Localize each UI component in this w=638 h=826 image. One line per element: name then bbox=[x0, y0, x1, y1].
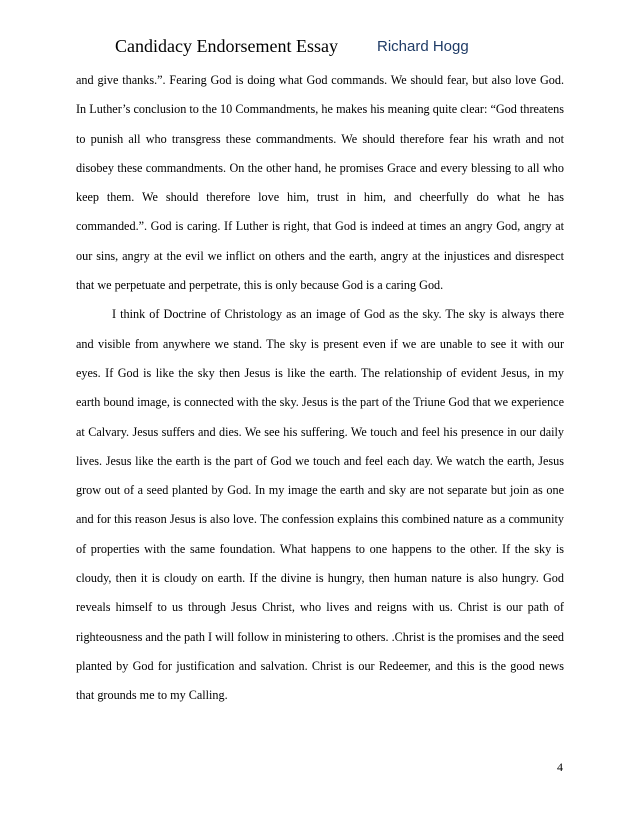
author-name: Richard Hogg bbox=[377, 38, 469, 55]
essay-body bbox=[76, 66, 564, 711]
page-number: 4 bbox=[557, 760, 563, 774]
paragraph-luther-commandments: and give thanks.”. Fearing God is doing what God commands. We should fear, but also love God. In Luther’s conclusion to the 10 Commandments, he makes his meaning quite clear: “God threatens to punish all who transgress these commandments. We should therefore fear his wrath and not disobey these commandments. On the other hand, he promises Grace and every blessing to all who keep them. We should therefore love him, trust in him, and cheerfully do what he has commanded.”. God is caring. If Luther is right, that God is indeed at times an angry God, angry at our sins, angry at the evil we inflict on others and the earth, angry at the injustices and disrespect that we perpetuate and perpetrate, this is only because God is a caring God. bbox=[76, 73, 564, 293]
paragraph-christology: I think of Doctrine of Christology as an image of God as the sky. The sky is always there and visible from anywhere we stand. The sky is present even if we are unable to see it with our eyes. If God is like the sky then Jesus is like the earth. The relationship of evident Jesus, in my earth bound image, is connected with the sky. Jesus is the part of the Triune God that we experience at Calvary. Jesus suffers and dies. We see his suffering. We touch and feel his presence in our daily lives. Jesus like the earth is the part of God we touch and feel each day. We watch the earth, Jesus grow out of a seed planted by God. In my image the earth and sky are not separate but join as one and for this reason Jesus is also love. The confession explains this combined nature as a community of properties with the same foundation. What happens to one happens to the other. If the sky is cloudy, then it is cloudy on earth. If the divine is hungry, then human nature is also hungry. God reveals himself to us through Jesus Christ, who lives and reigns with us. Christ is our path of righteousness and the path I will follow in ministering to others. .Christ is the promises and the seed planted by God for justification and salvation. Christ is our Redeemer, and this is the good news that grounds me to my Calling. bbox=[76, 307, 564, 703]
essay-title: Candidacy Endorsement Essay bbox=[115, 36, 338, 56]
